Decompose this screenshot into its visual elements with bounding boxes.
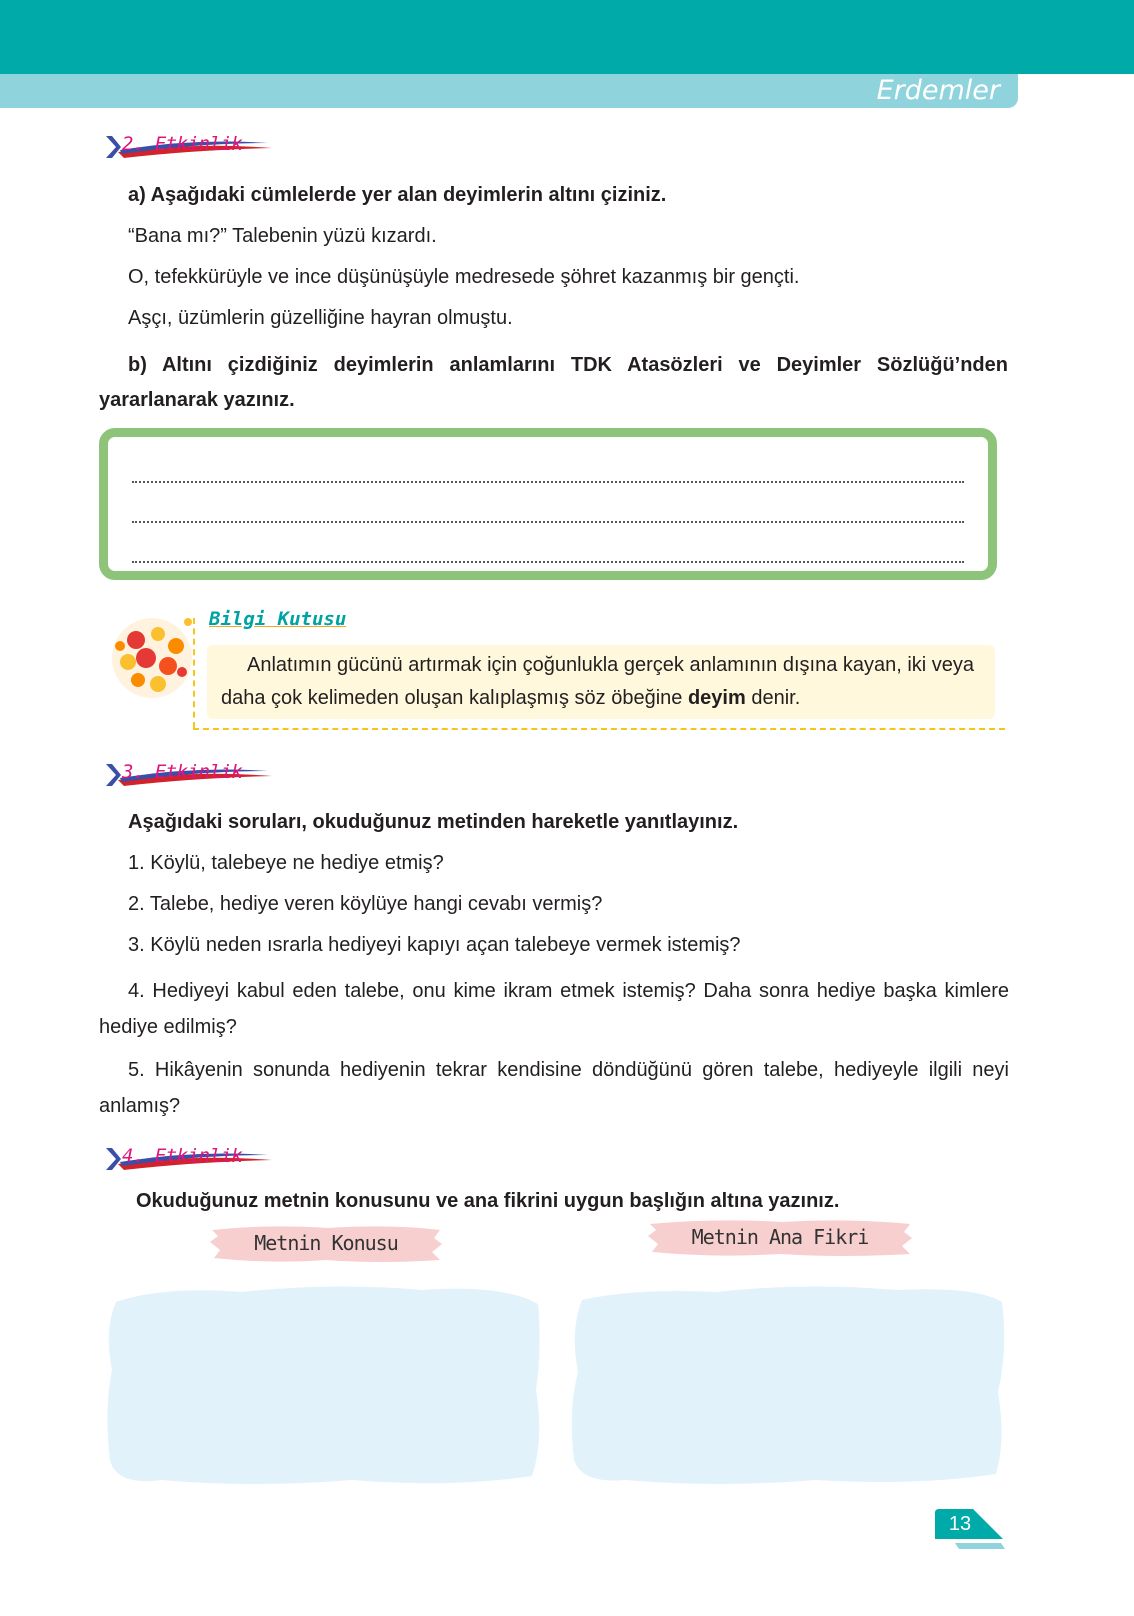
answer-area-konusu[interactable] [102,1280,546,1490]
right-tag-label: Metnin Ana Fikri [691,1225,869,1249]
question-3: 3. Köylü neden ısrarla hediyeyi kapıyı açan talebeye vermek istemiş? [128,934,741,956]
info-box-title: Bilgi Kutusu [209,608,347,630]
activity-2-label [104,128,274,166]
activity-2-title: 2. Etkinlik [122,133,243,155]
activity-4-instruction: Okuduğunuz metnin konusunu ve ana fikrini uygun başlığın altına yazınız. [136,1190,840,1212]
answer-line[interactable] [132,481,964,483]
activity-4-title: 4. Etkinlik [122,1145,243,1167]
activity-3-instruction: Aşağıdaki soruları, okuduğunuz metinden hareketle yanıtlayınız. [128,811,739,833]
activity-3-title: 3. Etkinlik [122,761,243,783]
tag-metnin-konusu [208,1222,444,1264]
info-term-deyim: deyim [687,687,746,709]
info-bubbles-icon [106,610,198,702]
tag-metnin-ana-fikri [646,1216,914,1258]
activity-4-label [104,1140,274,1178]
sentence-2: O, tefekkürüyle ve ince düşünüşüyle medresede şöhret kazanmış bir gençti. [128,266,800,288]
activity-2-instruction-a: a) Aşağıdaki cümlelerde yer alan deyimlerin altını çiziniz. [128,184,667,206]
info-text-main: Anlatımın gücünü artırmak için çoğunlukla gerçek anlamının dışına kayan, iki veya daha çok kelimeden oluşan kalıplaşmış söz öbeğine [221,654,975,709]
question-5: 5. Hikâyenin sonunda hediyenin tekrar kendisine döndüğünü gören talebe, hediyeyle ilgili neyi anlamış? [99,1059,1009,1117]
page-number-badge [935,1509,1005,1555]
answer-area-ana-fikri[interactable] [566,1280,1010,1490]
info-text-end: denir. [745,687,801,709]
info-dash-vertical [193,618,195,728]
sentence-3: Aşçı, üzümlerin güzelliğine hayran olmuştu. [128,307,513,329]
activity-2-instruction-b-cont: yararlanarak yazınız. [99,389,295,411]
info-dash-horizontal [193,728,1005,730]
sentence-1: “Bana mı?” Talebenin yüzü kızardı. [128,225,437,247]
question-1: 1. Köylü, talebeye ne hediye etmiş? [128,852,444,874]
unit-bar [0,74,1018,108]
info-box-text [221,649,985,715]
activity-2-instruction-b: b) Altını çizdiğiniz deyimlerin anlamlarını TDK Atasözleri ve Deyimler Sözlüğü’nden [128,354,1008,376]
activity-3-label [104,756,274,794]
answer-line[interactable] [132,521,964,523]
info-box [207,645,995,719]
left-tag-label: Metnin Konusu [254,1231,398,1255]
page-number: 13 [948,1513,972,1535]
answer-line[interactable] [132,561,964,563]
unit-title: Erdemler [876,75,1000,106]
answer-box[interactable] [99,428,997,580]
question-4: 4. Hediyeyi kabul eden talebe, onu kime ikram etmek istemiş? Daha sonra hediye başka kimlere hediye edilmiş? [99,980,1009,1038]
question-2: 2. Talebe, hediye veren köylüye hangi cevabı vermiş? [128,893,603,915]
header-band [0,0,1134,74]
